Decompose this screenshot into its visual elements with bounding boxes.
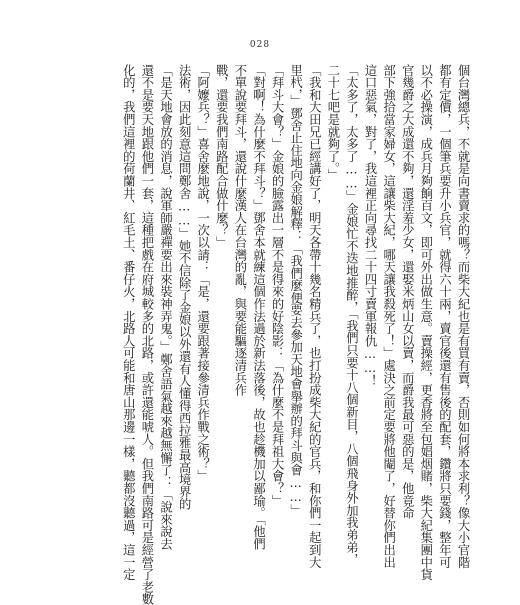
text-column: 化的，我們這裡的荷蘭井、紅毛土、番仔火，北路人可能和唐山那邊一樣，聽都沒聽過，這一定 [121, 64, 136, 581]
text-column: 「拜斗大會？」金娘的臉露出一層不是得來的好陰影：「為什麼不是拜祖大會？」 [270, 64, 285, 507]
text-column: 個台灣總兵，不就是向書賣求的嗎？而柴大紀也是有買有賣，否則如何將本求利？像大小官階 [456, 64, 470, 569]
text-column: 二十七吧是就夠了。」 [325, 64, 340, 181]
text-column: 還不是要天地跟他們一套，這種把戲在府城較多的北路，或許還能唬人。但我們南路可是經營了老數 [139, 64, 154, 605]
text-column: 戰，還要我們南路配合做什麼？」 [214, 64, 229, 249]
text-column: 法術，因此刻意這問鄭舍……」她不信除了金娘以外還有人懂得西拉雅最高境界的 [177, 64, 192, 511]
text-column: 官幾爵之大成還不夠，還淫羞少女，還娶米炳山女以賣，而爵我最可惡的是，他竟命 [400, 64, 415, 520]
text-column: 「太多了，太多了……」金娘忙不迭地推醉，「我們只要十八個新目，八個飛身外加我弟弟， [344, 64, 359, 566]
text-column: 不單說要拜斗，還說什麼漢人在台灣的亂，與要能驅逐清兵作 [232, 64, 247, 397]
page-number: 028 [249, 40, 271, 50]
text-column: 這口惡氣，對了，我這裡正向尋找二十四寸賣軍報仇……！ [363, 64, 378, 388]
vertical-text-body [119, 64, 472, 605]
text-column: 「阿嬤兵？」喜舍麼地說，一次以請：「是，還要跟著接參清兵作戰之術？」 [195, 64, 210, 483]
text-column: 以不必操演，成兵月夠餉百文，即可外出做生意。賣操經，更香將至包娼烟賭，柴大紀集團中貨 [418, 64, 433, 581]
text-column: 都有定價，一個筆兵要升小兵官，就得六十兩，賣官後還有售後的配套，鑽將只要錢，整年可 [437, 64, 452, 569]
text-column: 「對啊！為什麼不拜斗？」鄧舍本就練這個作法過於新法落後，故也趁機加以鄙瑜。「他們 [251, 64, 266, 550]
text-column: 「我和大田兄已經講好了，明天各帶十幾名精兵了，也打扮成柴大紀的官兵，和你們一起到大 [307, 64, 322, 569]
text-column: 里杙，」鄧舍止住地向金娘解釋：「我們麼便要去參加天地會舉辦的拜斗與會……」 [288, 64, 303, 517]
text-column: 部下強拾當家婦女，這讓柴大紀，哪天讓我殺死了！」處決之前定要將他閹了，好替你們出出 [381, 64, 396, 569]
text-column: 「是天地會放的消息，說軍師嚴禪要出來裝神弄鬼。」鄭舍語氣越來越無懈了：「說來說去 [158, 64, 173, 550]
